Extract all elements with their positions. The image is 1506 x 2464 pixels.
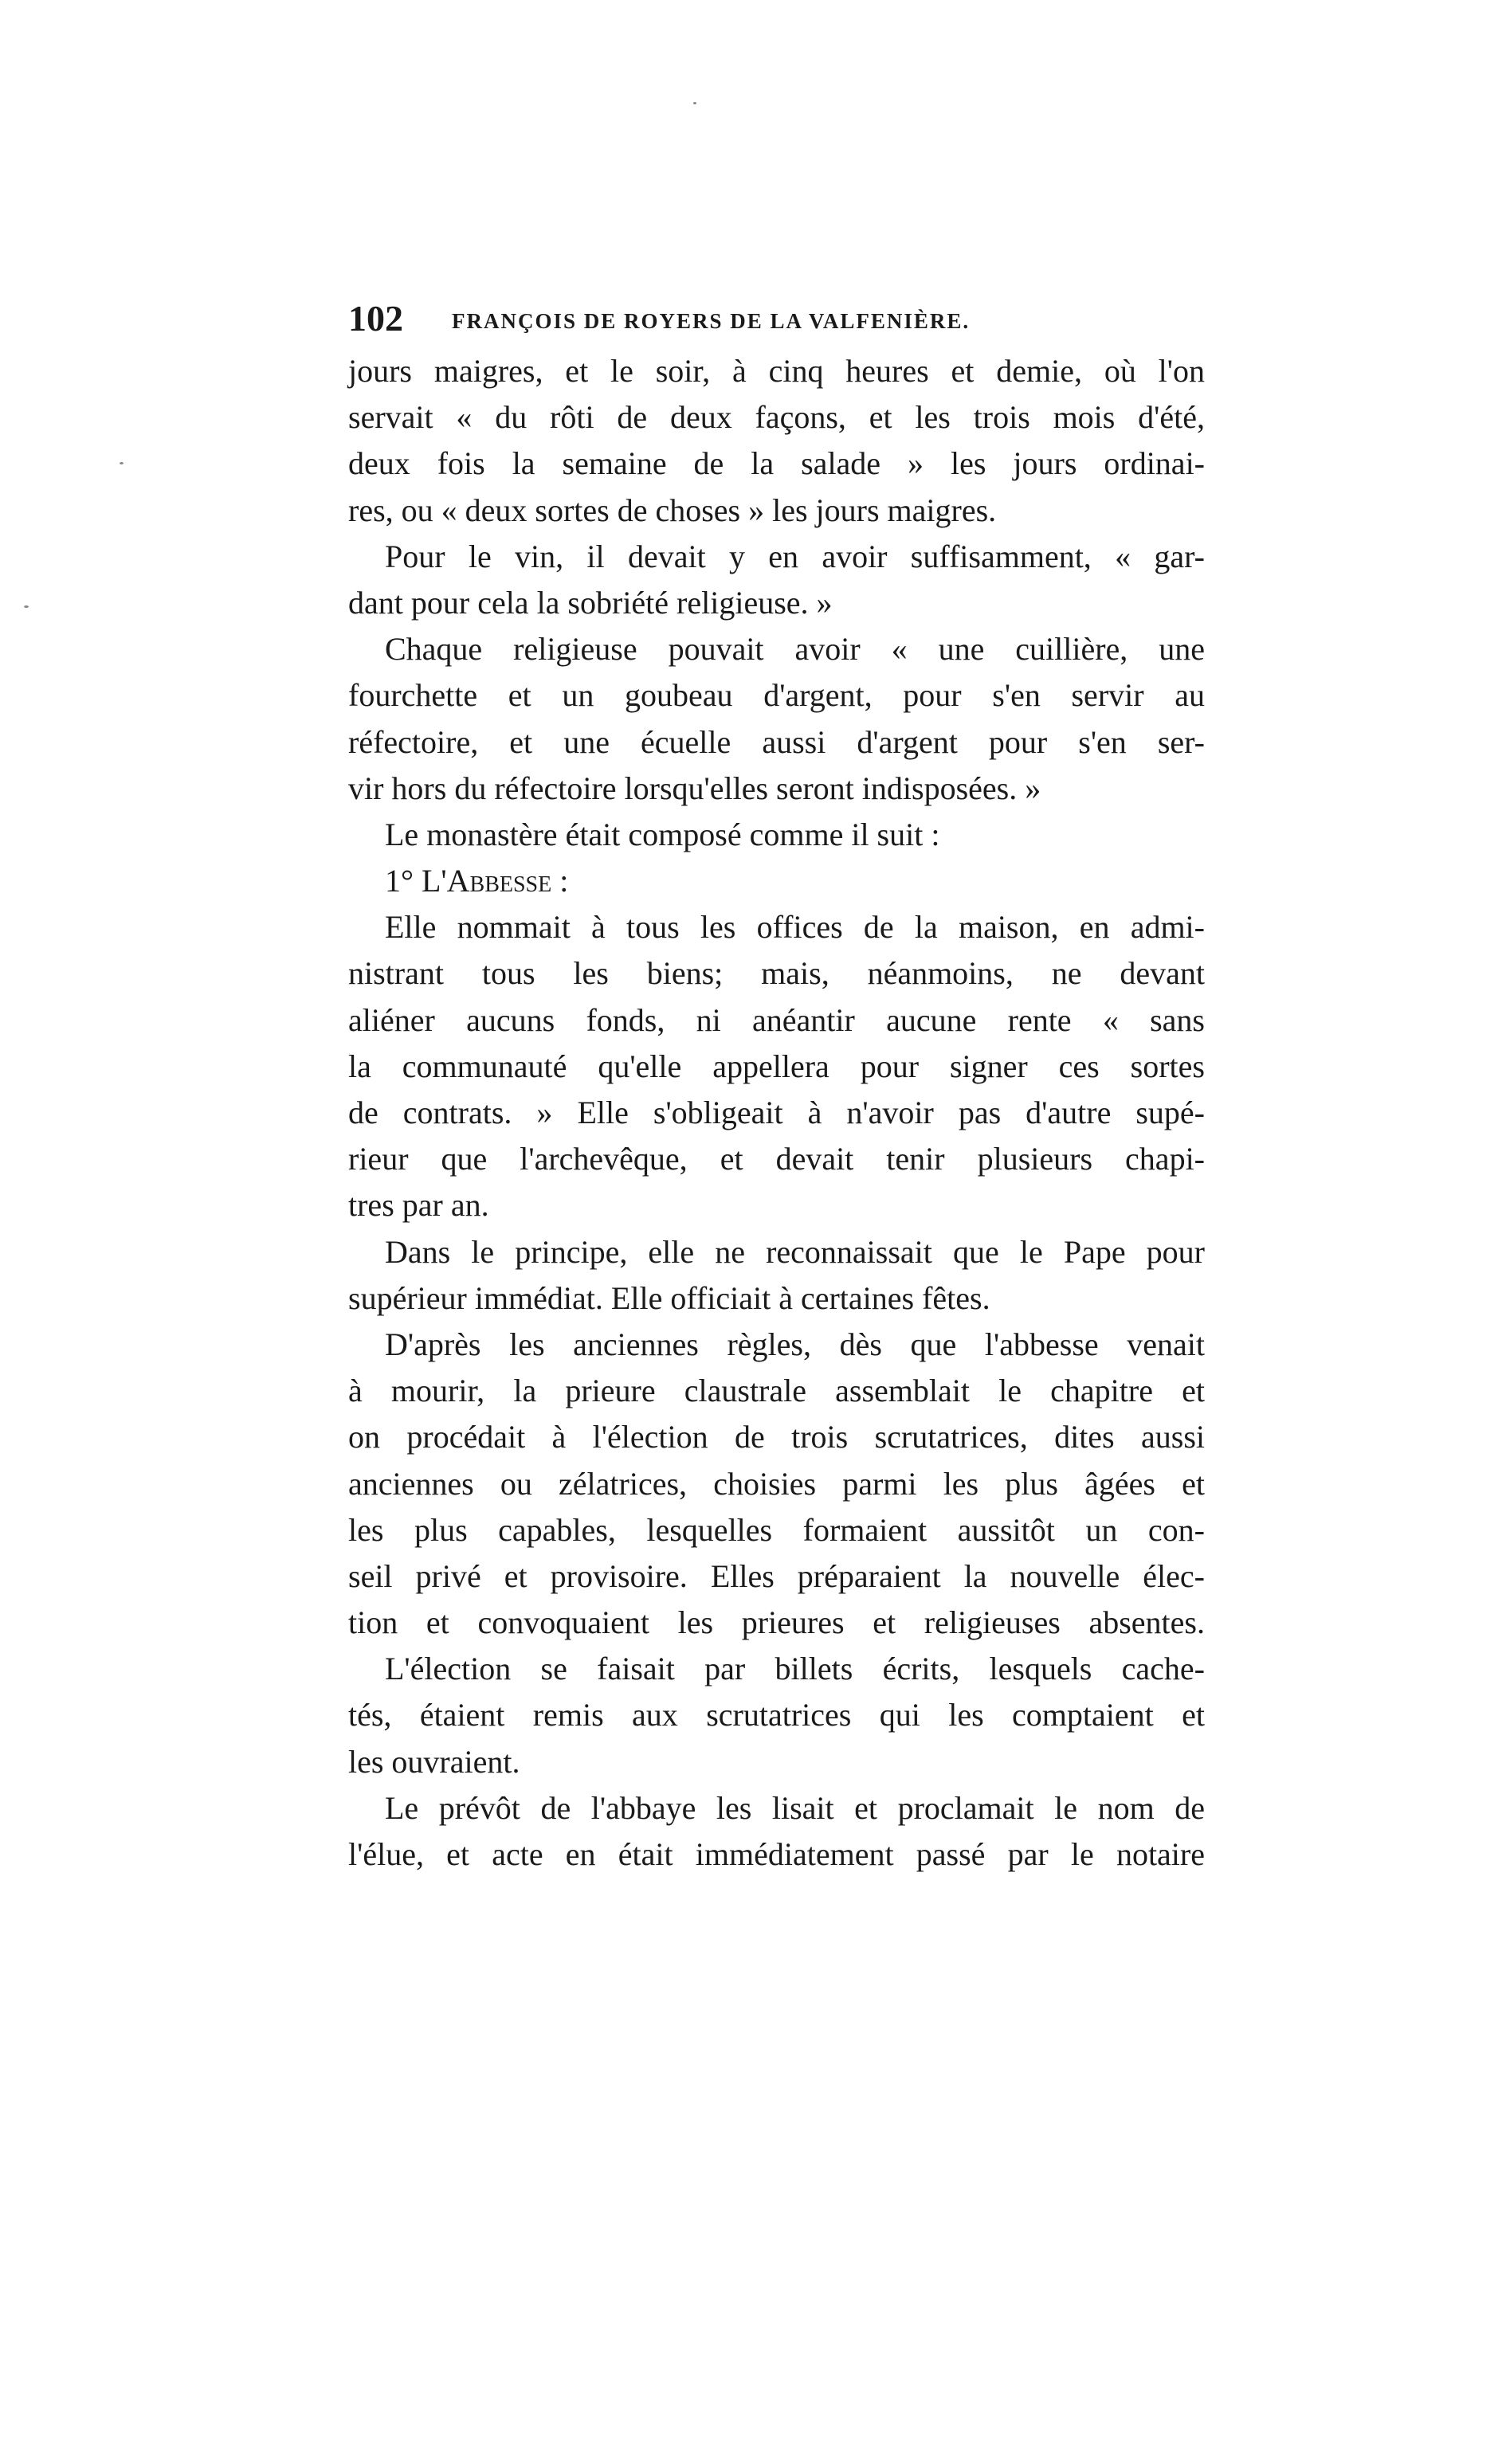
text-line: anciennes ou zélatrices, choisies parmi les plus âgées et [348, 1465, 1205, 1502]
page-header [348, 296, 1205, 341]
text-line: fourchette et un goubeau d'argent, pour s'en servir au [348, 677, 1205, 714]
text-line: l'élue, et acte en était immédiatement passé par le notaire [348, 1836, 1205, 1872]
text-line: Le monastère était composé comme il suit : [385, 816, 940, 852]
text-line: servait « du rôti de deux façons, et les trois mois d'été, [348, 399, 1205, 436]
page-body-text [348, 348, 1205, 1878]
running-title: FRANÇOIS DE ROYERS DE LA VALFENIÈRE. [452, 309, 971, 333]
text-line: de contrats. » Elle s'obligeait à n'avoir pas d'autre supé- [348, 1095, 1205, 1130]
text-line: seil privé et provisoire. Elles préparaient la nouvelle élec- [348, 1557, 1205, 1594]
text-line: aliéner aucuns fonds, ni anéantir aucune rente « sans [348, 1001, 1205, 1038]
text-line: Elle nommait à tous les offices de la maison, en admi- [385, 909, 1205, 946]
text-line: Dans le principe, elle ne reconnaissait que le Pape pour [385, 1233, 1205, 1270]
text-line: tres par an. [348, 1187, 489, 1224]
text-line: deux fois la semaine de la salade » les jours ordinai- [348, 445, 1205, 482]
text-line: Chaque religieuse pouvait avoir « une cuillière, une [385, 631, 1205, 668]
text-line: tés, étaient remis aux scrutatrices qui les comptaient et [348, 1697, 1205, 1733]
text-line: Pour le vin, il devait y en avoir suffisamment, « gar- [385, 538, 1205, 574]
text-line: à mourir, la prieure claustrale assemblait le chapitre et [348, 1373, 1205, 1409]
text-line: les plus capables, lesquelles formaient aussitôt un con- [348, 1511, 1205, 1548]
text-line: 1° L'Abbesse : [385, 863, 569, 899]
text-line: réfectoire, et une écuelle aussi d'argent pour s'en ser- [348, 723, 1205, 760]
text-line: on procédait à l'élection de trois scrutatrices, dites aussi [348, 1419, 1205, 1455]
text-line: tion et convoquaient les prieures et religieuses absentes. [348, 1604, 1205, 1641]
scan-speck [120, 462, 124, 464]
page-number: 102 [348, 298, 403, 339]
text-line: jours maigres, et le soir, à cinq heures et demie, où l'on [348, 353, 1205, 389]
text-line: L'élection se faisait par billets écrits, lesquels cache- [385, 1651, 1205, 1687]
text-line: D'après les anciennes règles, dès que l'abbesse venait [385, 1326, 1205, 1362]
text-line: Le prévôt de l'abbaye les lisait et proclamait le nom de [385, 1789, 1205, 1826]
text-line: supérieur immédiat. Elle officiait à certaines fêtes. [348, 1279, 990, 1316]
scan-speck [693, 102, 696, 104]
text-line: res, ou « deux sortes de choses » les jours maigres. [348, 492, 997, 528]
text-line: les ouvraient. [348, 1743, 520, 1780]
text-line: nistrant tous les biens; mais, néanmoins, ne devant [348, 955, 1205, 992]
text-line: dant pour cela la sobriété religieuse. » [348, 584, 833, 621]
text-line: rieur que l'archevêque, et devait tenir plusieurs chapi- [348, 1141, 1205, 1177]
scan-speck [24, 605, 29, 608]
text-line: vir hors du réfectoire lorsqu'elles seront indisposées. » [348, 770, 1041, 806]
text-line: la communauté qu'elle appellera pour signer ces sortes [348, 1048, 1205, 1084]
